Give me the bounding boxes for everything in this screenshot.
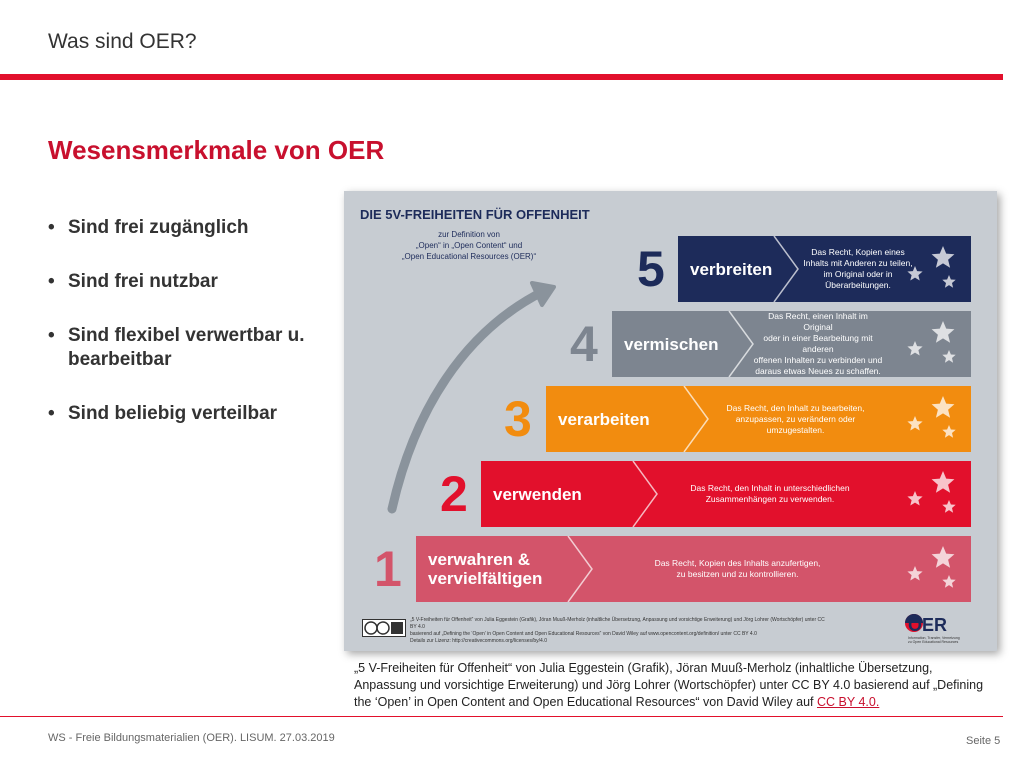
bullet-item: • Sind frei zugänglich bbox=[48, 216, 338, 240]
infographic-title: DIE 5V-FREIHEITEN FÜR OFFENHEIT bbox=[360, 207, 590, 222]
band-number: 4 bbox=[570, 316, 598, 372]
band-description: Das Recht, einen Inhalt im Original oder in einer Bearbeitung mit anderen offenen Inhalten zu verbinden und daraus etwas Neues zu schaffen. bbox=[753, 311, 883, 376]
oer-logo-text: OER bbox=[908, 615, 948, 635]
header-rule bbox=[0, 74, 1003, 80]
band-4 bbox=[344, 311, 997, 377]
band-label: verwenden bbox=[493, 484, 582, 504]
star-icon bbox=[885, 242, 965, 296]
infographic-subtitle: zur Definition von „Open“ in „Open Content“ und „Open Educational Resources (OER)“ bbox=[401, 230, 537, 261]
bullet-item: • Sind frei nutzbar bbox=[48, 270, 338, 294]
band-number: 5 bbox=[637, 241, 665, 297]
band-label: verwahren & vervielfältigen bbox=[428, 550, 543, 588]
oer-logo bbox=[904, 611, 974, 647]
band-description: Das Recht, Kopien des Inhalts anzufertigen, zu besitzen und zu kontrollieren. bbox=[654, 558, 821, 579]
caption-text: „5 V-Freiheiten für Offenheit“ von Julia Eggestein (Grafik), Jöran Muuß-Merholz (inhaltliche Übersetzung, Anpassung und vorsichtige Erweiterung) und Jörg Lohrer (Wortschöpfer) unter CC BY 4.0 basierend auf „Defining the ‘Open’ in Open Content and Open Educational Resources“ von David Wiley auf bbox=[354, 661, 984, 709]
oer-logo-icon bbox=[904, 611, 974, 647]
band-3 bbox=[344, 386, 997, 452]
footer-left: WS - Freie Bildungsmaterialien (OER). LISUM. 27.03.2019 bbox=[48, 732, 335, 744]
band-label: vermischen bbox=[624, 334, 719, 354]
bullet-list bbox=[48, 216, 338, 456]
infographic bbox=[344, 191, 997, 651]
page-number: Seite 5 bbox=[966, 735, 1001, 747]
star-icon bbox=[885, 317, 965, 371]
band-label: verbreiten bbox=[690, 259, 773, 279]
cc-by-icon bbox=[363, 620, 405, 636]
cc-badge bbox=[362, 619, 406, 637]
footer-rule bbox=[0, 716, 1003, 717]
band-number: 1 bbox=[374, 541, 402, 597]
band-description: Das Recht, Kopien eines Inhalts mit Anderen zu teilen, im Original oder in Überarbeitungen. bbox=[803, 247, 913, 290]
header-title: Was sind OER? bbox=[48, 30, 197, 53]
star-icon bbox=[885, 467, 965, 521]
band-1 bbox=[344, 536, 997, 602]
image-caption bbox=[354, 660, 984, 711]
band-bar bbox=[416, 536, 971, 602]
band-bar bbox=[678, 236, 971, 302]
band-description: Das Recht, den Inhalt zu bearbeiten, anzupassen, zu verändern oder umzugestalten. bbox=[726, 402, 865, 435]
star-icon bbox=[885, 392, 965, 446]
band-number: 3 bbox=[504, 391, 532, 447]
band-bar bbox=[481, 461, 971, 527]
band-2 bbox=[344, 461, 997, 527]
band-bar bbox=[546, 386, 971, 452]
bullet-item: • Sind beliebig verteilbar bbox=[48, 402, 338, 426]
license-text: „5 V-Freiheiten für Offenheit“ von Julia Eggestein (Grafik), Jöran Muuß-Merholz (inhaltliche Übersetzung, Anpassung und vorsichtige Erweiterung) und Jörg Lohrer (Wortschöpfer) unter CC BY 4.0 basierend auf „Defining the ‘Open’ in Open Content and Open Educational Resources“ von David Wiley auf www.opencontent.org/definition/ unter CC BY 4.0 Details zur Lizenz: http://creativecommons.org/licenses/by/4.0 bbox=[410, 617, 825, 644]
oer-logo-sub-1: Information, Transfer, Vernetzung bbox=[908, 636, 960, 640]
band-description: Das Recht, den Inhalt in unterschiedlichen Zusammenhängen zu verwenden. bbox=[690, 483, 850, 504]
star-icon bbox=[885, 542, 965, 596]
band-bar bbox=[612, 311, 971, 377]
band-label: verarbeiten bbox=[558, 409, 650, 429]
oer-logo-sub-2: zu Open Educational Resources bbox=[908, 640, 959, 644]
bullet-item: • Sind flexibel verwertbar u. bearbeitbar bbox=[48, 324, 338, 372]
band-number: 2 bbox=[440, 466, 468, 522]
slide-title: Wesensmerkmale von OER bbox=[48, 135, 385, 165]
license-link[interactable]: CC BY 4.0. bbox=[817, 695, 880, 709]
band-5 bbox=[344, 236, 997, 302]
